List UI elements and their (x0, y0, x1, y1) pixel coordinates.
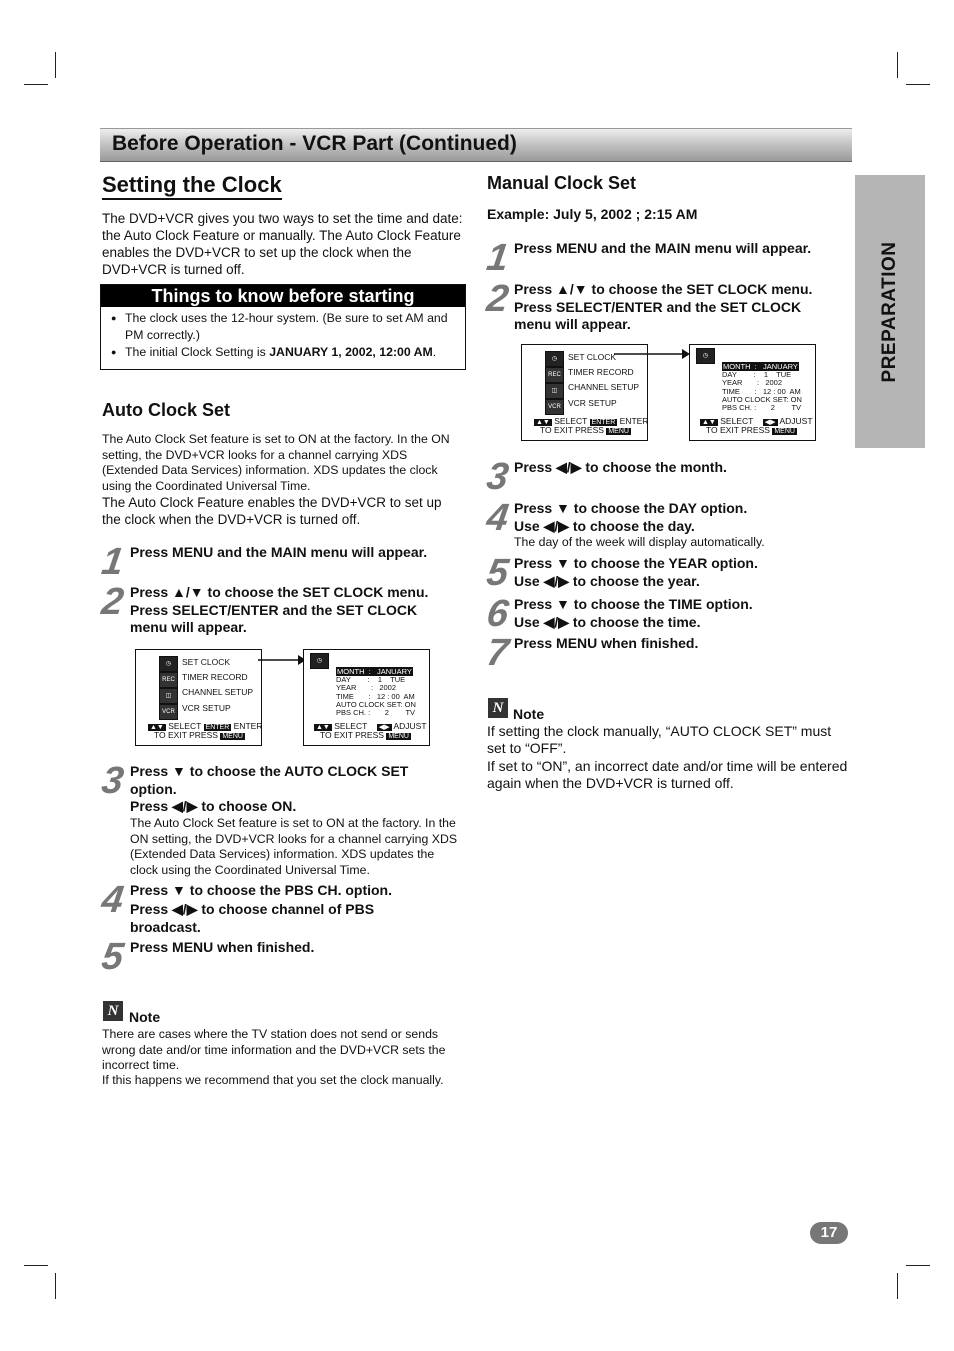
menu-key-icon: MENU (774, 428, 795, 435)
step-text: Press MENU and the MAIN menu will appear. (514, 240, 812, 256)
step-text: Press ▼ to choose the TIME option. (514, 596, 753, 612)
menu-key-icon: MENU (222, 733, 243, 740)
up-down-icon: ▲▼ (150, 724, 164, 731)
month-row: MONTH : JANUARY (337, 667, 412, 676)
example-text: Example: July 5, 2002 ; 2:15 AM (487, 206, 698, 222)
section-title: Setting the Clock (102, 172, 282, 200)
clock-icon: ◷ (310, 653, 329, 669)
osd-footer (540, 425, 631, 437)
clock-icon: ◷ (545, 351, 564, 367)
menu-item: CHANNEL SETUP (182, 687, 254, 697)
step-text: Press ◀/▶ to choose the month. (514, 459, 727, 475)
step-text: Press ▼ to choose the DAY option. (514, 500, 748, 516)
crop-mark (897, 1273, 898, 1299)
list-item-text: The initial Clock Setting is (125, 345, 270, 359)
menu-item: TIMER RECORD (182, 672, 248, 682)
step-subtext: The Auto Clock Set feature is set to ON at the factory. In the ON setting, the DVD+VCR looks for a channel carrying XDS (Extended Data Services) information. XDS updates the clock using the Coordinated Universal Time. (130, 816, 458, 877)
step-number: 1 (99, 541, 127, 583)
step-number: 6 (484, 593, 512, 635)
clock-icon: ◷ (696, 348, 715, 364)
menu-item: CHANNEL SETUP (568, 382, 640, 392)
things-to-know-title: Things to know before starting (101, 285, 465, 307)
note-icon: N (103, 1001, 123, 1021)
crop-mark (24, 84, 48, 85)
step-number: 4 (99, 879, 127, 921)
month-row: MONTH : JANUARY (723, 362, 798, 371)
page-header-title: Before Operation - VCR Part (Continued) (112, 132, 517, 155)
step-text: Press MENU and the MAIN menu will appear. (130, 544, 428, 560)
note-icon: N (488, 698, 508, 718)
clock-rows: DAY : 1 TUE YEAR : 2002 TIME : 12 : 00 AM AUTO CLOCK SET: ON PBS CH. : 2 TV (722, 370, 802, 413)
step-number: 3 (99, 760, 127, 802)
things-to-know-list (111, 310, 457, 361)
channel-icon: ◫ (545, 383, 564, 399)
footer-text: ADJUST (393, 721, 427, 731)
clock-panel (336, 668, 416, 717)
step-number: 7 (484, 632, 512, 674)
enter-key-icon: ENTER (591, 419, 616, 426)
section-tab (855, 175, 925, 448)
menu-item: SET CLOCK (568, 352, 617, 362)
up-down-icon: ▲▼ (316, 724, 330, 731)
note-paragraph: If this happens we recommend that you set the clock manually. (102, 1073, 444, 1087)
step-text: Press ▼ to choose the AUTO CLOCK SET option. (130, 763, 409, 797)
step-number: 5 (484, 552, 512, 594)
left-right-icon: ◀▶ (378, 724, 390, 731)
intro-paragraph: The DVD+VCR gives you two ways to set the time and date: the Auto Clock Feature or manually. The Auto Clock Feature enables the DVD+VCR to set up the clock when the DVD+VCR is turned off. (102, 211, 463, 277)
clock-panel (722, 363, 802, 412)
vcr-icon: VCR (545, 399, 564, 415)
menu-item: SET CLOCK (182, 657, 231, 667)
osd-clock-menu (689, 344, 816, 441)
step-text: Press MENU when finished. (514, 635, 699, 651)
step-subtext: The day of the week will display automatically. (514, 535, 765, 549)
step-number: 3 (484, 456, 512, 498)
crop-mark (55, 1273, 56, 1299)
osd-footer (706, 425, 797, 437)
footer-text: TO EXIT PRESS (320, 730, 384, 740)
footer-text: ENTER (233, 721, 263, 731)
crop-mark (55, 52, 56, 78)
menu-item: VCR SETUP (182, 703, 231, 713)
note-paragraph: There are cases where the TV station does not send or sends wrong date and/or time information and the DVD+VCR sets the incorrect time. (102, 1027, 446, 1073)
list-item (111, 344, 457, 361)
footer-text: SELECT (168, 721, 202, 731)
crop-mark (906, 1265, 930, 1266)
step-number: 2 (99, 581, 127, 623)
step-text: Use ◀/▶ to choose the year. (514, 573, 700, 589)
list-item: ● The clock uses the 12-hour system. (Be sure to set AM and PM correctly.) (111, 310, 457, 344)
enter-key-icon: ENTER (205, 724, 230, 731)
footer-text: SELECT (554, 416, 588, 426)
rec-icon: REC (159, 672, 178, 688)
osd-clock-menu (303, 649, 430, 746)
clock-rows: DAY : 1 TUE YEAR : 2002 TIME : 12 : 00 AM AUTO CLOCK SET: ON PBS CH. : 2 TV (336, 675, 416, 718)
menu-item: TIMER RECORD (568, 367, 634, 377)
step-number: 5 (99, 936, 127, 978)
arrow-icon (614, 346, 694, 360)
step-number: 2 (484, 278, 512, 320)
footer-text: SELECT (720, 416, 754, 426)
note-paragraph: If set to “ON”, an incorrect date and/or time will be entered again when the DVD+VCR is turned off. (487, 758, 848, 791)
step-text: Press MENU when finished. (130, 939, 315, 955)
osd-footer (154, 730, 245, 742)
footer-text: ENTER (619, 416, 649, 426)
footer-text: TO EXIT PRESS (154, 730, 218, 740)
step-number: 4 (484, 497, 512, 539)
step-text: Use ◀/▶ to choose the day. (514, 518, 695, 534)
page-header (100, 128, 852, 162)
auto-clock-paragraph: The Auto Clock Set feature is set to ON at the factory. In the ON setting, the DVD+VCR looks for a channel carrying XDS (Extended Data Services) information. XDS updates the clock using the Coordinated Universal Time. (102, 432, 450, 493)
crop-mark (24, 1265, 48, 1266)
step-text: Use ◀/▶ to choose the time. (514, 614, 701, 630)
menu-item: VCR SETUP (568, 398, 617, 408)
step-text: Press ◀/▶ to choose channel of PBS broadcast. (130, 901, 375, 935)
footer-text: SELECT (334, 721, 368, 731)
manual-clock-title: Manual Clock Set (487, 173, 637, 193)
clock-icon: ◷ (159, 656, 178, 672)
page-number: 17 (810, 1222, 848, 1244)
arrow-icon (258, 651, 308, 665)
up-down-icon: ▲▼ (702, 419, 716, 426)
step-text: Press ▲/▼ to choose the SET CLOCK menu. Press SELECT/ENTER and the SET CLOCK menu will appear. (514, 281, 813, 332)
list-item-text: . (432, 345, 437, 359)
osd-main-menu (135, 649, 262, 746)
rec-icon: REC (545, 367, 564, 383)
note-paragraph: If setting the clock manually, “AUTO CLOCK SET” must set to “OFF”. (487, 723, 832, 756)
footer-text: ADJUST (779, 416, 813, 426)
footer-text: TO EXIT PRESS (706, 425, 770, 435)
menu-key-icon: MENU (608, 428, 629, 435)
list-item-bold: JANUARY 1, 2002, 12:00 AM (269, 345, 433, 359)
section-tab-label: PREPARATION (879, 241, 900, 382)
crop-mark (906, 84, 930, 85)
step-number: 1 (484, 237, 512, 279)
things-to-know-box (100, 284, 466, 370)
menu-key-icon: MENU (388, 733, 409, 740)
step-text: Press ▼ to choose the YEAR option. (514, 555, 758, 571)
note-label: Note (129, 1009, 161, 1025)
auto-clock-title: Auto Clock Set (102, 400, 231, 420)
crop-mark (897, 52, 898, 78)
up-down-icon: ▲▼ (536, 419, 550, 426)
step-text: Press ▼ to choose the PBS CH. option. (130, 882, 393, 898)
footer-text: TO EXIT PRESS (540, 425, 604, 435)
step-text: Press ◀/▶ to choose ON. (130, 798, 297, 814)
osd-footer (320, 730, 411, 742)
step-text: Press ▲/▼ to choose the SET CLOCK menu. Press SELECT/ENTER and the SET CLOCK menu will appear. (130, 584, 429, 635)
left-right-icon: ◀▶ (764, 419, 776, 426)
auto-clock-paragraph: The Auto Clock Feature enables the DVD+VCR to set up the clock when the DVD+VCR is turned off. (102, 495, 442, 527)
vcr-icon: VCR (159, 704, 178, 720)
note-label: Note (513, 706, 545, 722)
channel-icon: ◫ (159, 688, 178, 704)
